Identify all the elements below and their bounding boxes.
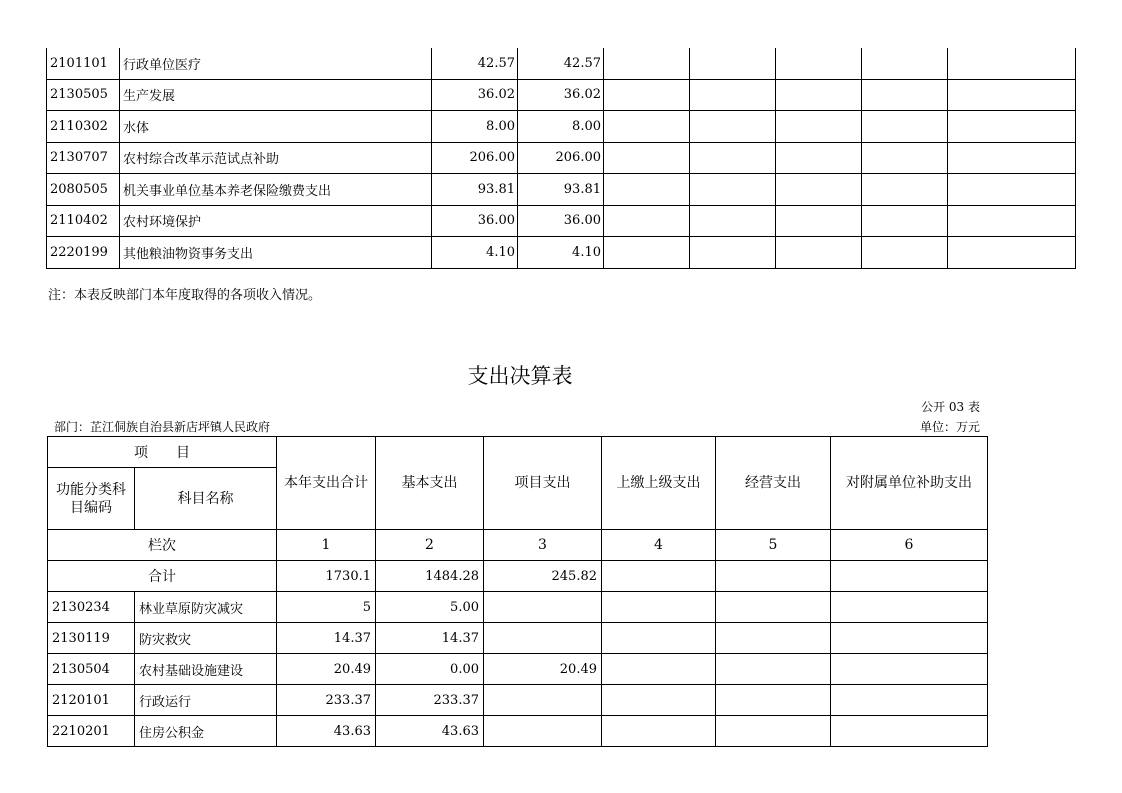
sum-business [716, 561, 831, 592]
cell-code: 2120101 [48, 685, 135, 716]
income-table [46, 48, 1076, 269]
col-index-3: 3 [484, 530, 602, 561]
table-row [47, 48, 1076, 79]
cell-basic: 5.00 [376, 592, 484, 623]
cell-empty [716, 592, 831, 623]
cell-code: 2110402 [47, 205, 120, 237]
cell-code: 2220199 [47, 237, 120, 269]
cell-value: 36.00 [518, 205, 604, 237]
header-name: 科目名称 [135, 468, 277, 530]
table-row [48, 592, 988, 623]
cell-empty [831, 623, 988, 654]
cell-empty [602, 592, 716, 623]
cell-name: 其他粮油物资事务支出 [120, 237, 432, 269]
cell-name: 防灾救灾 [135, 623, 277, 654]
table-number: 公开 03 表 [921, 400, 980, 414]
cell-empty [604, 111, 690, 143]
cell-empty [602, 685, 716, 716]
cell-empty [604, 174, 690, 206]
table-row [47, 174, 1076, 206]
cell-name: 生产发展 [120, 79, 432, 111]
sum-subsidy [831, 561, 988, 592]
cell-name: 行政运行 [135, 685, 277, 716]
cell-code: 2130504 [48, 654, 135, 685]
cell-empty [776, 111, 862, 143]
cell-code: 2110302 [47, 111, 120, 143]
cell-project [484, 685, 602, 716]
cell-empty [690, 142, 776, 174]
cell-value: 4.10 [518, 237, 604, 269]
cell-total: 233.37 [277, 685, 376, 716]
cell-total: 206.00 [432, 142, 518, 174]
table-row [48, 716, 988, 747]
cell-empty [948, 142, 1076, 174]
cell-name: 农村环境保护 [120, 205, 432, 237]
cell-value: 36.02 [518, 79, 604, 111]
cell-value: 93.81 [518, 174, 604, 206]
cell-total: 20.49 [277, 654, 376, 685]
cell-basic: 233.37 [376, 685, 484, 716]
sum-label: 合计 [48, 561, 277, 592]
cell-empty [716, 685, 831, 716]
table-row [47, 237, 1076, 269]
cell-empty [602, 716, 716, 747]
header-upper: 上缴上级支出 [602, 437, 716, 530]
table-row [47, 79, 1076, 111]
cell-empty [690, 205, 776, 237]
cell-empty [604, 48, 690, 79]
cell-empty [690, 174, 776, 206]
cell-project [484, 716, 602, 747]
header-subsidy: 对附属单位补助支出 [831, 437, 988, 530]
col-index-6: 6 [831, 530, 988, 561]
col-index-2: 2 [376, 530, 484, 561]
cell-empty [776, 205, 862, 237]
cell-value: 206.00 [518, 142, 604, 174]
cell-empty [862, 111, 948, 143]
sum-project: 245.82 [484, 561, 602, 592]
cell-name: 住房公积金 [135, 716, 277, 747]
col-index-5: 5 [716, 530, 831, 561]
cell-total: 36.02 [432, 79, 518, 111]
cell-empty [831, 716, 988, 747]
cell-empty [831, 685, 988, 716]
cell-basic: 14.37 [376, 623, 484, 654]
cell-empty [862, 205, 948, 237]
cell-total: 36.00 [432, 205, 518, 237]
table-note: 注：本表反映部门本年度取得的各项收入情况。 [48, 288, 322, 303]
cell-empty [948, 174, 1076, 206]
cell-empty [831, 592, 988, 623]
cell-code: 2130707 [47, 142, 120, 174]
cell-basic: 43.63 [376, 716, 484, 747]
cell-empty [604, 79, 690, 111]
cell-empty [948, 237, 1076, 269]
page-title: 支出决算表 [467, 364, 573, 388]
header-business: 经营支出 [716, 437, 831, 530]
cell-empty [690, 237, 776, 269]
cell-total: 5 [277, 592, 376, 623]
cell-empty [831, 654, 988, 685]
cell-total: 4.10 [432, 237, 518, 269]
table-row [48, 685, 988, 716]
sum-basic: 1484.28 [376, 561, 484, 592]
cell-total: 8.00 [432, 111, 518, 143]
cell-empty [948, 48, 1076, 79]
cell-empty [948, 79, 1076, 111]
cell-code: 2130505 [47, 79, 120, 111]
cell-code: 2130234 [48, 592, 135, 623]
cell-empty [862, 48, 948, 79]
cell-project: 20.49 [484, 654, 602, 685]
cell-empty [862, 142, 948, 174]
cell-name: 农村综合改革示范试点补助 [120, 142, 432, 174]
cell-empty [602, 623, 716, 654]
cell-empty [604, 142, 690, 174]
cell-empty [862, 237, 948, 269]
cell-value: 42.57 [518, 48, 604, 79]
table-row [47, 142, 1076, 174]
cell-value: 8.00 [518, 111, 604, 143]
cell-empty [776, 79, 862, 111]
cell-empty [716, 654, 831, 685]
cell-code: 2130119 [48, 623, 135, 654]
cell-empty [716, 623, 831, 654]
cell-empty [602, 654, 716, 685]
cell-empty [690, 79, 776, 111]
cell-name: 水体 [120, 111, 432, 143]
cell-empty [776, 174, 862, 206]
cell-total: 14.37 [277, 623, 376, 654]
table-row [48, 623, 988, 654]
col-index-4: 4 [602, 530, 716, 561]
department-label: 部门：芷江侗族自治县新店坪镇人民政府 [54, 420, 271, 434]
cell-name: 机关事业单位基本养老保险缴费支出 [120, 174, 432, 206]
cell-empty [716, 716, 831, 747]
cell-total: 42.57 [432, 48, 518, 79]
cell-code: 2210201 [48, 716, 135, 747]
cell-empty [862, 174, 948, 206]
cell-total: 43.63 [277, 716, 376, 747]
cell-empty [948, 111, 1076, 143]
header-project: 项目支出 [484, 437, 602, 530]
cell-empty [690, 111, 776, 143]
header-code: 功能分类科目编码 [48, 468, 135, 530]
table-row [47, 205, 1076, 237]
cell-name: 行政单位医疗 [120, 48, 432, 79]
header-basic: 基本支出 [376, 437, 484, 530]
table-row [47, 111, 1076, 143]
cell-empty [948, 205, 1076, 237]
cell-empty [776, 48, 862, 79]
cell-total: 93.81 [432, 174, 518, 206]
cell-basic: 0.00 [376, 654, 484, 685]
cell-empty [604, 237, 690, 269]
cell-code: 2101101 [47, 48, 120, 79]
header-total: 本年支出合计 [277, 437, 376, 530]
sum-upper [602, 561, 716, 592]
cell-empty [690, 48, 776, 79]
cell-name: 林业草原防灾减灾 [135, 592, 277, 623]
cell-empty [862, 79, 948, 111]
cell-project [484, 623, 602, 654]
col-index-label: 栏次 [48, 530, 277, 561]
sum-total: 1730.1 [277, 561, 376, 592]
expense-table [47, 436, 988, 747]
cell-empty [604, 205, 690, 237]
header-item: 项 目 [48, 437, 277, 468]
cell-name: 农村基础设施建设 [135, 654, 277, 685]
cell-project [484, 592, 602, 623]
col-index-1: 1 [277, 530, 376, 561]
unit-label: 单位：万元 [919, 420, 980, 434]
cell-empty [776, 142, 862, 174]
cell-empty [776, 237, 862, 269]
table-row [48, 654, 988, 685]
cell-code: 2080505 [47, 174, 120, 206]
